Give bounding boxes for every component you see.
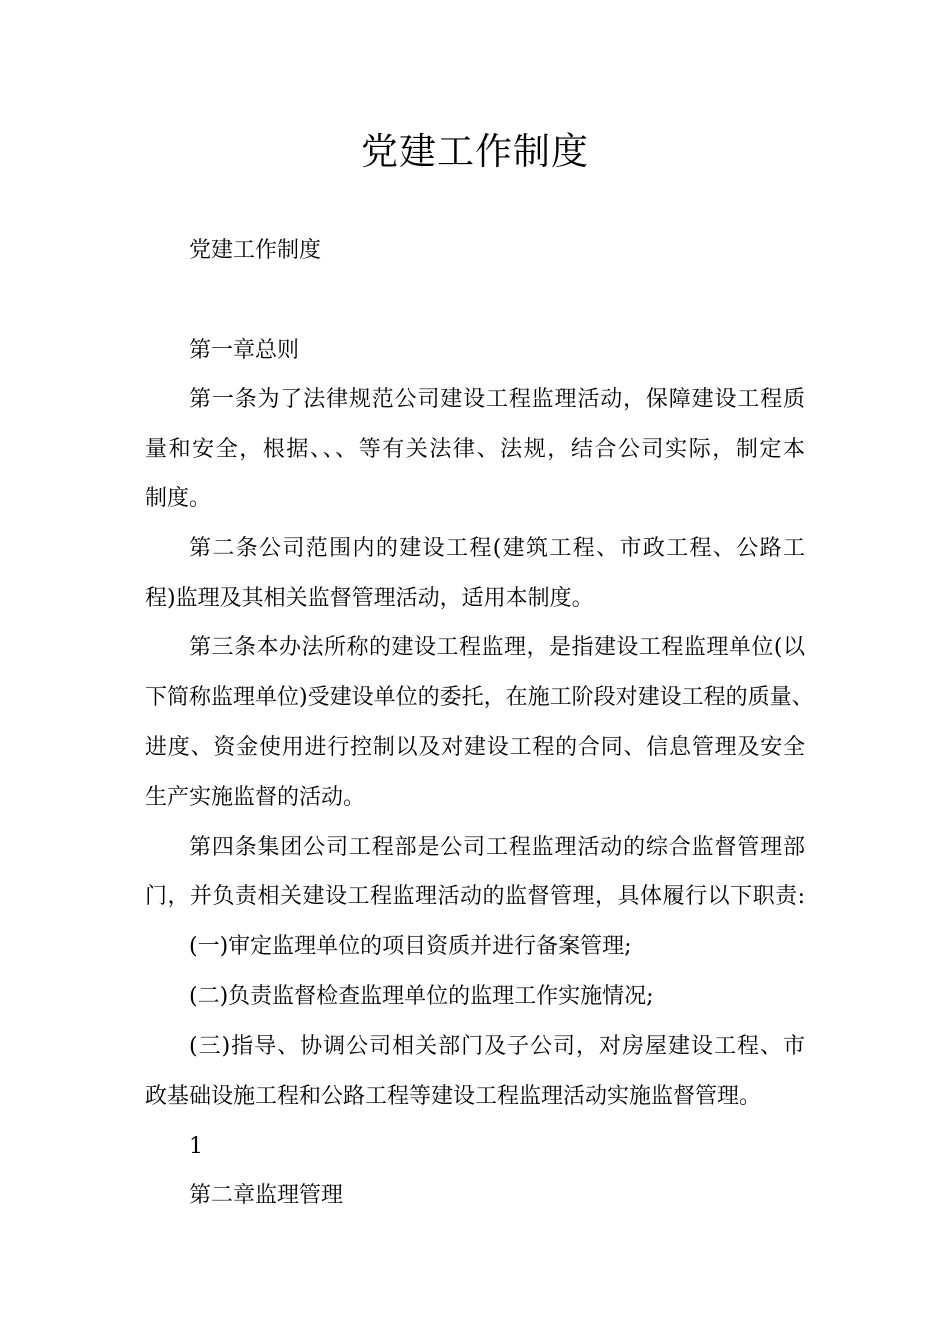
subtitle-line: 党建工作制度 [189,238,322,263]
paragraph-line: 制度。 [145,486,212,511]
list-item: (二)负责监督检查监理单位的监理工作实施情况; [189,984,654,1009]
document-title: 党建工作制度 [361,130,589,173]
paragraph-line: 进度、资金使用进行控制以及对建设工程的合同、信息管理及安全 [145,735,805,760]
list-item: (三)指导、协调公司相关部门及子公司，对房屋建设工程、市 [189,1034,805,1059]
paragraph-line: 第三条本办法所称的建设工程监理，是指建设工程监理单位(以 [189,635,805,660]
paragraph-line: 第一条为了法律规范公司建设工程监理活动，保障建设工程质 [189,387,805,412]
chapter-heading: 第二章监理管理 [189,1183,344,1208]
chapter-heading: 第一章总则 [189,338,300,363]
paragraph-line: 第二条公司范围内的建设工程(建筑工程、市政工程、公路工 [189,536,805,561]
page-number: 1 [189,1134,203,1159]
paragraph-line: 量和安全，根据、、、等有关法律、法规，结合公司实际，制定本 [145,437,805,462]
list-item: (一)审定监理单位的项目资质并进行备案管理; [189,934,632,959]
paragraph-line: 政基础设施工程和公路工程等建设工程监理活动实施监督管理。 [145,1084,762,1109]
paragraph-line: 生产实施监督的活动。 [145,785,366,810]
paragraph-line: 程)监理及其相关监督管理活动，适用本制度。 [145,586,594,611]
paragraph-line: 下简称监理单位)受建设单位的委托，在施工阶段对建设工程的质量、 [145,685,814,710]
paragraph-line: 门，并负责相关建设工程监理活动的监督管理，具体履行以下职责: [145,884,805,909]
paragraph-line: 第四条集团公司工程部是公司工程监理活动的综合监督管理部 [189,835,805,860]
